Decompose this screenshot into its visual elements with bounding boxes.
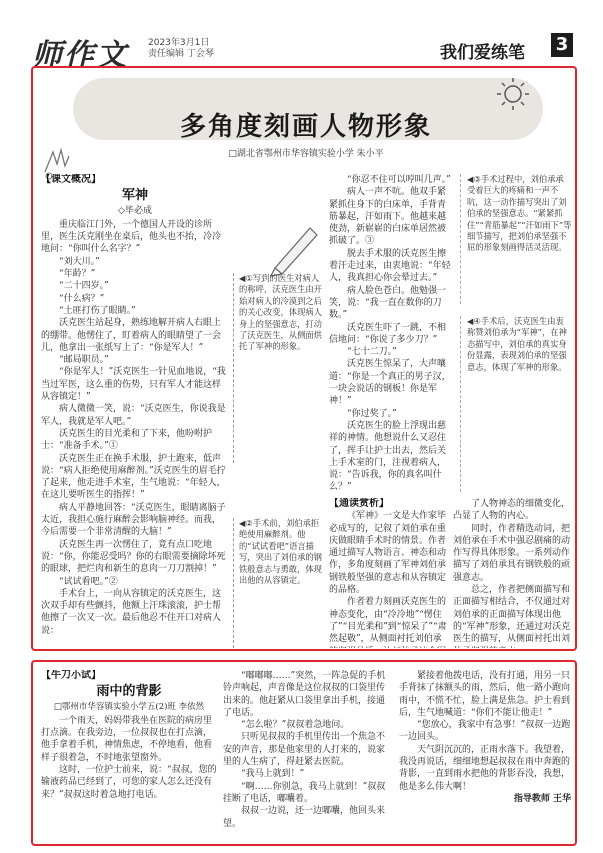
annotation-3: ◀③手术过程中，刘伯承承受着巨大的疼痛和一声不吭，这一动作描写突出了刘伯承的坚强意志。“紧紧抓住”“青筋暴起”“汗如雨下”等细节描写，把刘伯承坚强不屈的形象刻画得活灵活现。: [460, 174, 572, 304]
article-byline: □湖北省鄂州市华容镇实验小学 朱小平: [228, 149, 384, 159]
paragraph: “你过奖了。”: [347, 408, 397, 419]
paragraph: 沃克医生再一次愣住了，竟有点口吃地说：“你，你能忍受吗？你的右眼需要摘除坏死的眼球，把烂肉和新生的息肉一刀刀割掉！”: [41, 539, 226, 575]
paragraph: 病人一声不吭。他双手紧紧抓住身下的白床单，手背青筋暴起，汗如雨下。他越来越使劲，新崭崭的白床单居然被抓破了。③: [329, 187, 447, 247]
paragraph: 沃克医生站起身，熟练地解开病人右眼上的绷带。他愣住了，盯着病人的眼睛望了一会儿，他拿出一张纸写上了：“你是军人！”: [41, 318, 222, 353]
page-number-badge: 3: [551, 33, 573, 57]
paragraph: 手术台上，一向从容镇定的沃克医生，这次双手却有些颤抖，他额上汗珠滚滚，护士帮他擦了一次又一次。最后他忍不住开口对病人说：: [41, 588, 222, 636]
practice-title: 雨中的背影: [96, 684, 162, 700]
paragraph: 这时，一位护士前来，说：“叔叔，您的输液药品已经到了，可您的家人怎么还没有来？”叔叔这时着急地打电话。: [41, 765, 217, 800]
section-title: 我们爱练笔: [440, 43, 525, 63]
paragraph: 只听见叔叔的手机里传出一个焦急不安的声音，那是他家里的人打来的，说家里的人生病了，得赶紧去医院。: [223, 732, 386, 768]
overview-tag: 【课文概况】: [41, 174, 101, 185]
practice-section: [31, 660, 577, 846]
paragraph: 《军神》一文是大作家毕必成写的，记叙了刘伯承在重庆做眼睛手术时的情景。作者通过描写人物语言、神态和动作，多角度刻画了军神刘伯承钢铁般坚强的意志和从容镇定的品格。: [329, 511, 447, 596]
paragraph: 一个雨天，妈妈带我坐在医院的病房里打点滴。在我旁边，一位叔叔也在打点滴，他手拿着手机，神情焦虑，不停地看，他看样子很着急，不时地张望窗外。: [41, 715, 213, 763]
article-title: 多角度刻画人物形象: [179, 112, 432, 142]
paragraph: 了人物神态的细微变化，凸显了人物的内心。: [453, 499, 571, 522]
paragraph: 同时，作者精选动词，把刘伯承在手术中强忍剧痛的动作写得具体形象。一系列动作描写了刘伯承具有钢铁般的顽强意志。: [453, 523, 571, 583]
paragraph: 沃克医生的脸上浮现出慈祥的神情。他想说什么又忍住了，挥手让护士出去，然后关上手术室的门，注视着病人，说：“告诉我，你的真名叫什么？”: [329, 420, 447, 492]
practice-column-1: [41, 670, 217, 842]
paragraph: “土匪打伤了眼睛。”: [59, 305, 136, 316]
paragraph: “我马上就到！”: [241, 769, 305, 780]
paragraph: 作者着力刻画沃克医生的神态变化，由“冷冷地”“愣住了”“目光柔和”到“惊呆了”“肃然起敬”，从侧面衬托刘伯承: [329, 597, 447, 645]
paragraph: 沃克医生惊呆了，大声嚷道：“你是一个真正的男子汉，一块会说话的钢板！你是军神！”: [329, 359, 451, 407]
paragraph: 脱去手术服的沃克医生擦着汗走过来，由衷地说：“年轻人，我真担心你会晕过去。”: [329, 248, 451, 284]
paragraph: “邮局职员。”: [59, 355, 109, 366]
appreciation-tag: 【通读赏析】: [329, 498, 389, 509]
paragraph: “七十二刀。”: [347, 347, 397, 358]
paragraph: 病人平静地回答：“沃克医生，眼睛离脑子太近，我担心施行麻醉会影响脑神经。而我，今后需要一个非常清醒的大脑！”: [41, 502, 226, 538]
paragraph: “你忍不住可以哼叫几声。”: [347, 175, 451, 185]
main-article: [31, 66, 577, 651]
paragraph: “试试看吧。”②: [59, 576, 118, 587]
paragraph: “你是军人！”沃克医生一针见血地说，“我当过军医，这么重的伤势，只有军人才能这样从容镇定！”: [41, 367, 226, 403]
paragraph: 沃克医生的目光柔和了下来，他吩咐护士：“准备手术。”①: [41, 428, 213, 452]
practice-author: □鄂州市华容镇实验小学五(2)班 李依然: [53, 701, 205, 712]
guide-teacher: 指导教师 王华: [513, 793, 571, 804]
masthead-logo: 师作文: [32, 38, 128, 73]
paragraph: “什么病？”: [59, 293, 105, 304]
story-title: 军神: [121, 188, 148, 204]
paragraph: 沃克医生正在换手术服，护士跑来，低声说：“病人拒绝使用麻醉剂。”沃克医生的眉毛拧了起来，他走进手术室，生气地说：“年轻人，在这儿要听医生的指挥！”: [41, 453, 226, 501]
practice-tag: 【牛刀小试】: [41, 670, 101, 681]
practice-column-3: [399, 670, 571, 842]
page-header: [0, 0, 603, 73]
paragraph: “刘大川。”: [59, 256, 100, 267]
paragraph: 病人脸色苍白。他勉强一笑，说：“我一直在数你的刀数。”: [329, 285, 447, 321]
issue-meta: [148, 38, 214, 60]
appreciation-column-2: [453, 498, 573, 648]
story-column-3: [329, 174, 454, 492]
annotation-2: ◀②手术前，刘伯承拒绝使用麻醉剂。他的“试试看吧”语言描写，突出了刘伯承的钢铁般意志与勇敢，体现出他的从容镇定。: [233, 518, 323, 648]
paragraph: 叔叔一边说，还一边嘟囔，他回头来望。: [223, 806, 386, 829]
story-column-1: [41, 174, 229, 649]
paragraph: “二十四岁。”: [59, 281, 109, 292]
paragraph: “啊……你别急，我马上就到！”叔叔挂断了电话，嘟囔着。: [223, 781, 386, 804]
paragraph: “嘟嘟嘟……”突然，一阵急促的手机铃声响起，声音像是这位叔叔的口袋里传出来的。他赶紧从口袋里拿出手机，接通了电话。: [223, 671, 386, 718]
pen-doodle-icon: [265, 218, 325, 278]
paragraph: “年龄？”: [59, 269, 96, 280]
paragraph: 重庆临江门外，一个德国人开设的诊所里，医生沃克刚坐在桌后，他头也不抬，冷冷地问：“你叫什么名字？”: [41, 219, 222, 255]
paragraph: “怎么啦？”叔叔着急地问。: [241, 720, 350, 731]
annotation-4: ◀④手术后，沃克医生由衷称赞刘伯承为“军神”，在神态描写中，刘伯承的真实身份显露，表现刘伯承的坚强意志，体现了军神的形象。: [460, 316, 572, 492]
issue-date: 2023年3月1日: [148, 38, 210, 48]
issue-editor: 责任编辑 丁会琴: [148, 49, 214, 59]
annotation-1: ◀①写到的医生对病人的称呼，沃克医生由开始对病人的冷漠到之后的关心改变，体现病人身上的坚强意志，打动了沃克医生，从侧面烘托了军神的形象。: [233, 273, 323, 463]
paragraph: 紧接着他拨电话，没有打通，用另一只手背抹了抹额头的雨，然后，他一路小跑向雨中，不慌不忙，脸上满是焦急。护士看到后，生气地喊道：“你们不能让他走！”: [399, 671, 571, 718]
paragraph: 沃克医生吓了一跳，不相信地问：“你说了多少刀？”: [329, 322, 447, 345]
paragraph: “您放心，我家中有急事！”叔叔一边跑一边回头。: [399, 720, 571, 743]
paragraph: 总之，作者把侧面描写和正面描写相结合，不仅通过对刘伯承的正面描写体现出他的“军神”形象，还通过对沃克医生的描写，从侧面衬托出刘: [453, 585, 571, 645]
appreciation-column-1: [329, 498, 447, 648]
practice-column-2: [223, 670, 393, 842]
story-author: ◇毕必成: [118, 205, 152, 216]
paragraph: 病人微微一笑，说：“沃克医生，你说我是军人，我就是军人吧。”: [41, 404, 226, 427]
paragraph: 天气阴沉沉的，正雨水落下。我望着，我没再说话，细细地想起叔叔在雨中奔跑的背影，一直到雨水把他的背影吞没，我想，他是多么伟大啊！: [399, 744, 571, 792]
